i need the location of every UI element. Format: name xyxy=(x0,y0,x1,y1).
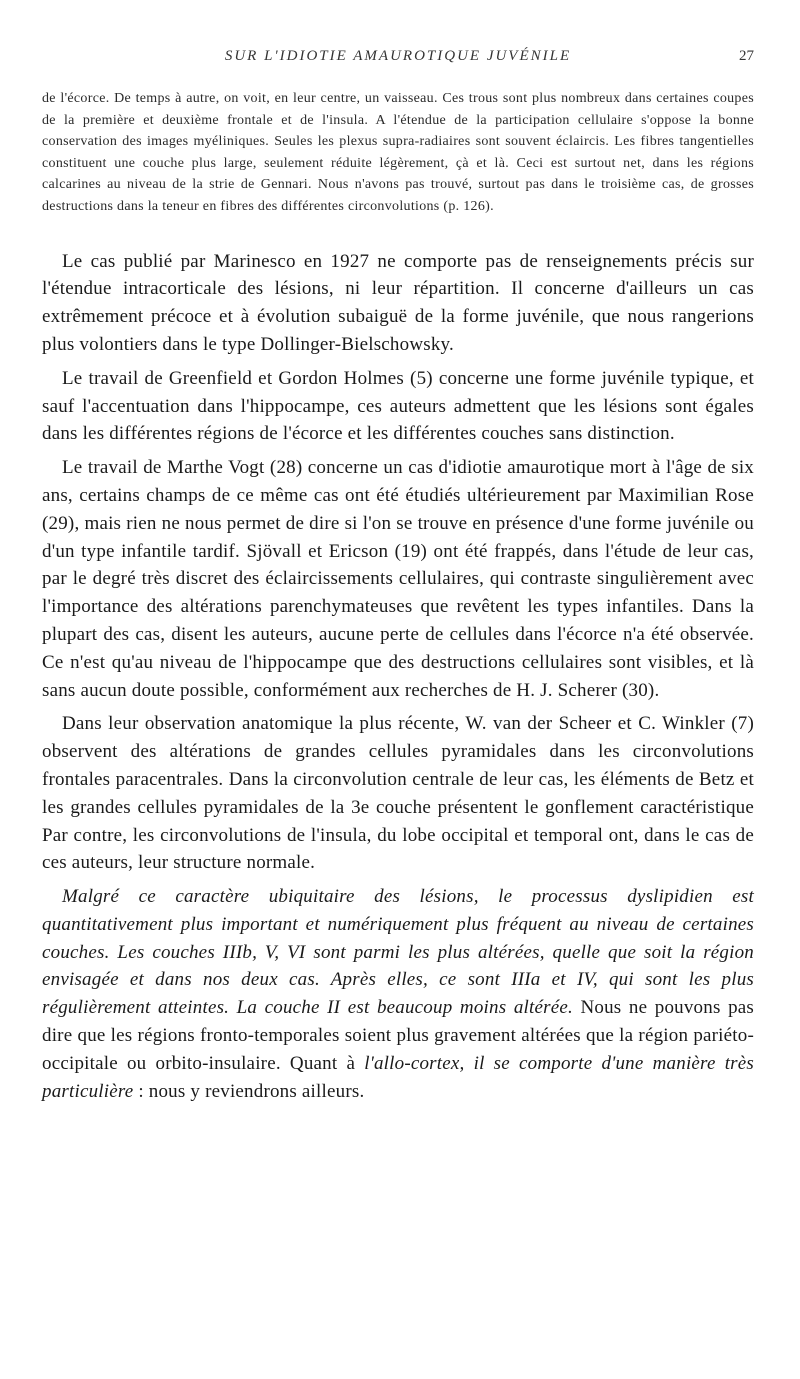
quoted-note xyxy=(42,88,754,218)
conclusion-italic-2: l'allo-cortex, il se comporte d'une manière très particulière xyxy=(42,1052,754,1102)
note-paragraph: de l'écorce. De temps à autre, on voit, en leur centre, un vaisseau. Ces trous sont plus nombreux dans certaines coupes de la première et deuxième frontale et de l'insula. A l'étendue de la participation cellulaire s'oppose la bonne conservation des images myéliniques. Seules les plexus supra-radiaires sont souvent éclaircis. Les fibres tangentielles constituent une couche plus large, seulement réduite légèrement, çà et là. Ceci est surtout net, dans les régions calcarines au niveau de la strie de Gennari. Nous n'avons pas trouvé, surtout pas dans le troisième cas, de grosses destructions dans la teneur en fibres des différentes circonvolutions (p. 126). xyxy=(42,91,754,214)
paragraph-greenfield: Le travail de Greenfield et Gordon Holmes (5) concerne une forme juvénile typique, et sauf l'accentuation dans l'hippocampe, ces auteurs admettent que les lésions sont égales dans les différentes régions de l'écorce et les différentes couches sans distinction. xyxy=(42,367,754,445)
conclusion-roman-2: : nous y reviendrons ailleurs. xyxy=(133,1080,365,1102)
paragraph-vogt: Le travail de Marthe Vogt (28) concerne un cas d'idiotie amaurotique mort à l'âge de six ans, certains champs de ce même cas ont été étudiés ultérieurement par Maximilian Rose (29), mais rien ne nous permet de dire si l'on se trouve en présence d'une forme juvénile ou d'un type infantile tardif. Sjövall et Ericson (19) ont été frappés, dans l'étude de leur cas, par le degré très discret des éclaircissements cellulaires, qui contraste singulièrement avec l'importance des altérations parenchymateuses que revêtent les types infantiles. Dans la plupart des cas, disent les auteurs, aucune perte de cellules dans l'écorce n'a été observée. Ce n'est qu'au niveau de l'hippocampe que des destructions cellulaires sont visibles, et là sans aucun doute possible, conformément aux recherches de H. J. Scherer (30). xyxy=(42,457,754,701)
running-title: SUR L'IDIOTIE AMAUROTIQUE JUVÉNILE xyxy=(224,48,572,64)
conclusion-italic: Malgré ce caractère ubiquitaire des lésions, le processus dyslipidien est quantitativement plus important et numériquement plus fréquent au niveau de certaines couches. Les couches IIIb, V, VI sont parmi les plus altérées, quelle que soit la région envisagée et dans nos deux cas. Après elles, ce sont IIIa et IV, qui sont les plus régulièrement atteintes. La couche II est beaucoup moins altérée. xyxy=(42,886,754,1019)
paragraph-marinesco: Le cas publié par Marinesco en 1927 ne comporte pas de renseignements précis sur l'étendue intracorticale des lésions, ni leur répartition. Il concerne d'ailleurs un cas extrêmement précoce et à évolution subaiguë de la forme juvénile, que nous rangerions plus volontiers dans le type Dollinger-Bielschowsky. xyxy=(42,250,754,355)
page-number: 27 xyxy=(739,48,754,64)
body-text xyxy=(42,248,754,1106)
running-head xyxy=(42,48,754,72)
page xyxy=(42,48,754,1111)
paragraph-van-der-scheer: Dans leur observation anatomique la plus récente, W. van der Scheer et C. Winkler (7) observent des altérations de grandes cellules pyramidales dans les circonvolutions frontales paracentrales. Dans la circonvolution centrale de leur cas, les éléments de Betz et les grandes cellules pyramidales de la 3e couche présentent le gonflement caractéristique Par contre, les circonvolutions de l'insula, du lobe occipital et temporal ont, dans le cas de ces auteurs, leur structure normale. xyxy=(42,713,754,874)
conclusion-roman-1: Nous ne pouvons pas dire que les régions fronto-temporales soient plus gravement altérées que la région pariéto-occipitale ou orbito-insulaire. Quant à xyxy=(42,997,754,1074)
paragraph-conclusion xyxy=(42,883,754,1105)
